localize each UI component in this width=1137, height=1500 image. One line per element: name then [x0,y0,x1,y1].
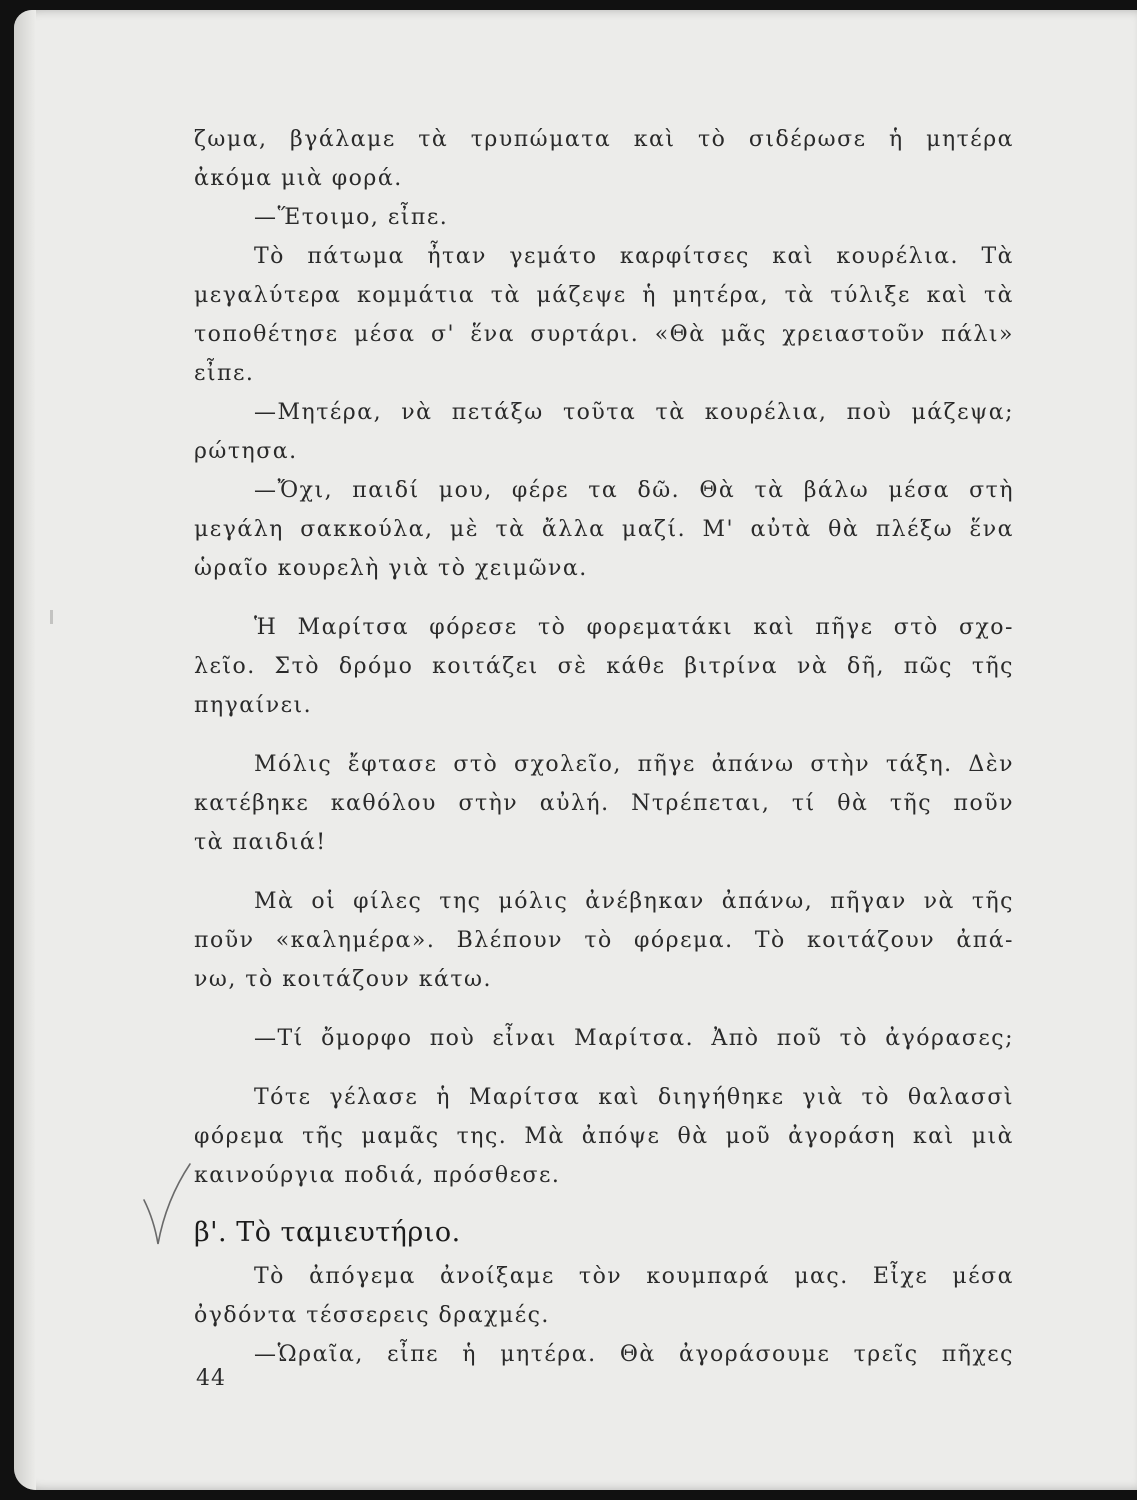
text-line: Μὰ οἱ φίλες της μόλις ἀνέβηκαν ἀπάνω, πῆγαν νὰ τῆς [254,889,1014,914]
text-line: καινούργια ποδιά, πρόσθεσε. [194,1163,561,1188]
text-line: ζωμα, βγάλαμε τὰ τρυπώματα καὶ τὸ σιδέρωσε ἡ μητέρα [194,127,1014,152]
text-line: κατέβηκε καθόλου στὴν αὐλή. Ντρέπεται, τί θὰ τῆς ποῦν [194,791,1014,816]
paragraph [194,745,1014,862]
text-line: —Μητέρα, νὰ πετάξω τοῦτα τὰ κουρέλια, ποὺ μάζεψα; [254,400,1014,425]
text-line: —Ὄχι, παιδί μου, φέρε τα δῶ. Θὰ τὰ βάλω μέσα στὴ [254,478,1014,503]
page-text [194,120,1014,1374]
checkmark-icon [142,1160,202,1250]
text-line: πηγαίνει. [194,693,313,718]
text-line: ὡραῖο κουρελὴ γιὰ τὸ χειμῶνα. [194,556,588,581]
paragraph [194,1257,1014,1335]
text-line: Ἡ Μαρίτσα φόρεσε τὸ φορεματάκι καὶ πῆγε στὸ σχο- [254,615,1014,640]
text-line: μεγάλη σακκούλα, μὲ τὰ ἄλλα μαζί. Μ' αὐτὰ θὰ πλέξω ἕνα [194,517,1014,542]
text-line: —Ὡραῖα, εἶπε ἡ μητέρα. Θὰ ἀγοράσουμε τρεῖς πῆχες [254,1342,1014,1367]
text-line: Μόλις ἔφτασε στὸ σχολεῖο, πῆγε ἀπάνω στὴν τάξη. Δὲν [254,752,1014,777]
text-line: τὰ παιδιά! [194,830,327,855]
paragraph [194,471,1014,588]
page-edge-shadow [14,10,36,1490]
text-line: μεγαλύτερα κομμάτια τὰ μάζεψε ἡ μητέρα, τὰ τύλιξε καὶ τὰ [194,283,1014,308]
book-page [14,10,1137,1490]
text-line: τοποθέτησε μέσα σ' ἕνα συρτάρι. «Θὰ μᾶς χρειαστοῦν πάλι» [194,322,1014,347]
text-line: λεῖο. Στὸ δρόμο κοιτάζει σὲ κάθε βιτρίνα νὰ δῆ, πῶς τῆς [194,654,1014,679]
paragraph [194,1078,1014,1195]
text-line: Τότε γέλασε ἡ Μαρίτσα καὶ διηγήθηκε γιὰ τὸ θαλασσὶ [254,1085,1014,1110]
text-line: εἶπε. [194,361,255,386]
text-line: ἀκόμα μιὰ φορά. [194,166,403,191]
section-heading: β'. Τὸ ταμιευτήριο. [194,1217,461,1248]
text-line: —Τί ὄμορφο ποὺ εἶναι Μαρίτσα. Ἀπὸ ποῦ τὸ ἀγόρασες; [254,1026,1014,1051]
page-number: 44 [196,1366,226,1391]
paragraph [194,1335,1014,1374]
paragraph [194,120,1014,198]
paragraph [194,1019,1014,1058]
paragraph [194,882,1014,999]
paragraph [194,237,1014,393]
paragraph [194,608,1014,725]
text-line: νω, τὸ κοιτάζουν κάτω. [194,967,492,992]
text-line: —Ἕτοιμο, εἶπε. [254,205,449,230]
text-line: φόρεμα τῆς μαμᾶς της. Μὰ ἀπόψε θὰ μοῦ ἀγοράση καὶ μιὰ [194,1124,1014,1149]
text-line: Τὸ ἀπόγεμα ἀνοίξαμε τὸν κουμπαρά μας. Εἶχε μέσα [254,1264,1014,1289]
margin-mark [50,610,53,624]
text-line: ποῦν «καλημέρα». Βλέπουν τὸ φόρεμα. Τὸ κοιτάζουν ἀπά- [194,928,1014,953]
text-line: ρώτησα. [194,439,298,464]
paragraph [194,393,1014,471]
text-line: ὀγδόντα τέσσερεις δραχμές. [194,1303,550,1328]
text-line: Τὸ πάτωμα ἦταν γεμάτο καρφίτσες καὶ κουρέλια. Τὰ [254,244,1014,269]
paragraph [194,198,1014,237]
